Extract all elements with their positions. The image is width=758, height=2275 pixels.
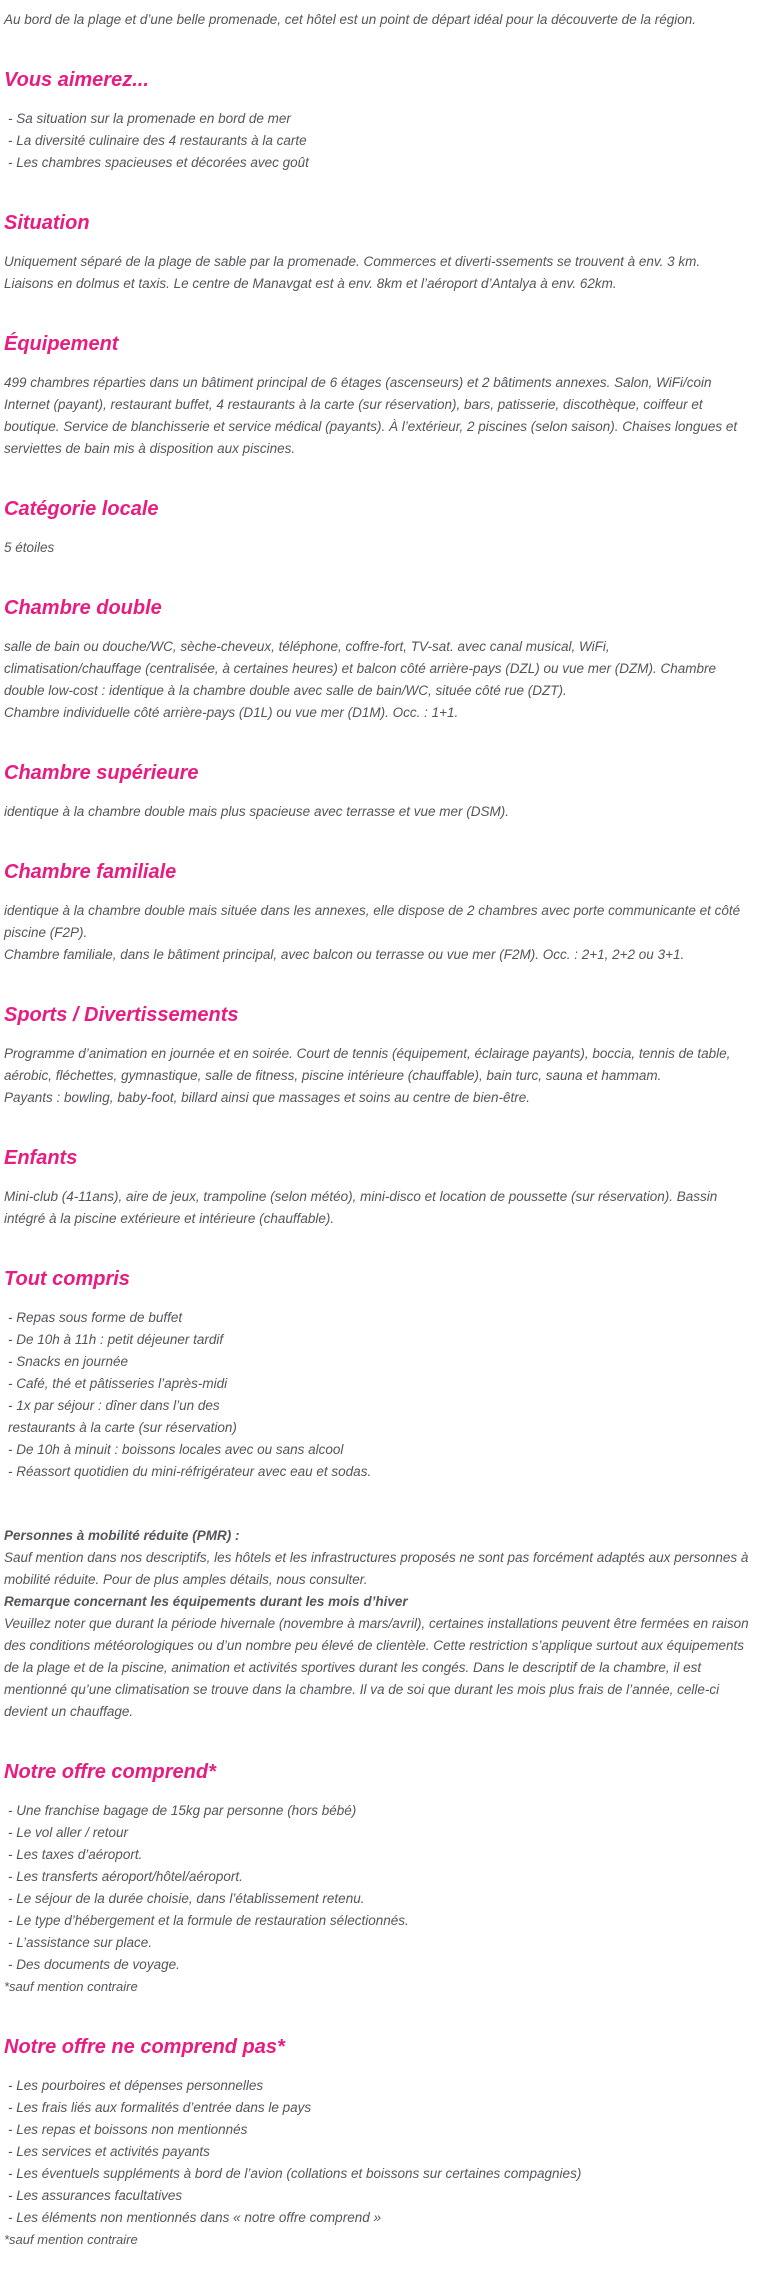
paragraph: identique à la chambre double mais située dans les annexes, elle dispose de 2 chambres avec porte communicante et côté piscine (F2P).	[4, 903, 741, 940]
list-item: - Les éventuels suppléments à bord de l’avion (collations et boissons sur certaines compagnies)	[8, 2166, 582, 2181]
section-sports-divertissements	[4, 1002, 750, 1109]
offre-comprend-list	[4, 1800, 750, 1976]
paragraph: identique à la chambre double mais plus spacieuse avec terrasse et vue mer (DSM).	[4, 804, 509, 819]
section-title-chambre-superieure: Chambre supérieure	[4, 762, 199, 784]
paragraph: Chambre familiale, dans le bâtiment principal, avec balcon ou terrasse ou vue mer (F2M). Occ. : 2+1, 2+2 ou 3+1.	[4, 947, 685, 962]
section-title-chambre-familiale: Chambre familiale	[4, 861, 177, 883]
list-item: - Le vol aller / retour	[8, 1825, 129, 1840]
list-item: - Les chambres spacieuses et décorées avec goût	[8, 155, 309, 170]
list-item-continuation: restaurants à la carte (sur réservation)	[8, 1420, 237, 1435]
list-item: - 1x par séjour : dîner dans l’un des	[8, 1398, 220, 1413]
section-title-tout-compris: Tout compris	[4, 1268, 130, 1290]
notes-block	[4, 1525, 750, 1723]
list-item: - De 10h à 11h : petit déjeuner tardif	[8, 1332, 224, 1347]
footnote: *sauf mention contraire	[4, 2232, 138, 2247]
section-title-categorie-locale: Catégorie locale	[4, 498, 159, 520]
paragraph: Programme d’animation en journée et en soirée. Court de tennis (équipement, éclairage payants), boccia, tennis de table, aérobic, fléchettes, gymnastique, salle de fitness, piscine intérieure (chauffable), bain turc, sauna et hammam.	[4, 1046, 731, 1083]
section-chambre-superieure	[4, 760, 750, 823]
list-item: - Les taxes d’aéroport.	[8, 1847, 143, 1862]
section-offre-comprend	[4, 1759, 750, 1998]
list-item: - La diversité culinaire des 4 restaurants à la carte	[8, 133, 307, 148]
list-item: - Repas sous forme de buffet	[8, 1310, 183, 1325]
list-item: - Les transferts aéroport/hôtel/aéroport.	[8, 1869, 243, 1884]
list-item: - Les assurances facultatives	[8, 2188, 183, 2203]
list-item: - Les éléments non mentionnés dans « notre offre comprend »	[8, 2210, 381, 2225]
section-title-situation: Situation	[4, 212, 90, 234]
list-item: - Café, thé et pâtisseries l’après-midi	[8, 1376, 228, 1391]
pmr-note-body: Sauf mention dans nos descriptifs, les hôtels et les infrastructures proposés ne sont pas forcément adaptés aux personnes à mobilité réduite. Pour de plus amples détails, nous consulter.	[4, 1550, 749, 1587]
section-vous-aimerez	[4, 67, 750, 174]
section-title-vous-aimerez: Vous aimerez...	[4, 69, 149, 91]
list-item: - Une franchise bagage de 15kg par personne (hors bébé)	[8, 1803, 357, 1818]
paragraph: 499 chambres réparties dans un bâtiment principal de 6 étages (ascenseurs) et 2 bâtiments annexes. Salon, WiFi/coin Internet (payant), restaurant buffet, 4 restaurants à la carte (sur réservation), bars, patisserie, discothèque, coiffeur et boutique. Service de blanchisserie et service médical (payants). À l’extérieur, 2 piscines (selon saison). Chaises longues et serviettes de bain mis à disposition aux piscines.	[4, 375, 738, 456]
section-categorie-locale	[4, 496, 750, 559]
list-item: - Les repas et boissons non mentionnés	[8, 2122, 248, 2137]
list-item: - Le type d’hébergement et la formule de restauration sélectionnés.	[8, 1913, 409, 1928]
section-situation	[4, 210, 750, 295]
footnote: *sauf mention contraire	[4, 1979, 138, 1994]
section-offre-ne-comprend-pas	[4, 2034, 750, 2251]
paragraph: Payants : bowling, baby-foot, billard ainsi que massages et soins au centre de bien-être.	[4, 1090, 531, 1105]
section-title-offre-comprend: Notre offre comprend*	[4, 1761, 216, 1783]
list-item: - Les services et activités payants	[8, 2144, 210, 2159]
intro-paragraph: Au bord de la plage et d’une belle promenade, cet hôtel est un point de départ idéal pour la découverte de la région.	[4, 12, 696, 27]
section-enfants	[4, 1145, 750, 1230]
vous-aimerez-list	[4, 108, 750, 174]
section-chambre-double	[4, 595, 750, 724]
section-tout-compris	[4, 1266, 750, 1483]
paragraph: Uniquement séparé de la plage de sable par la promenade. Commerces et diverti-ssements se trouvent à env. 3 km.	[4, 254, 701, 269]
list-item: - Le séjour de la durée choisie, dans l’établissement retenu.	[8, 1891, 365, 1906]
section-chambre-familiale	[4, 859, 750, 966]
pmr-note-title: Personnes à mobilité réduite (PMR) :	[4, 1528, 240, 1543]
paragraph: Mini-club (4-11ans), aire de jeux, trampoline (selon météo), mini-disco et location de poussette (sur réservation). Bassin intégré à la piscine extérieure et intérieure (chauffable).	[4, 1189, 718, 1226]
list-item: - Sa situation sur la promenade en bord de mer	[8, 111, 291, 126]
list-item: - De 10h à minuit : boissons locales avec ou sans alcool	[8, 1442, 344, 1457]
offre-ne-comprend-pas-list	[4, 2075, 750, 2229]
paragraph: salle de bain ou douche/WC, sèche-cheveux, téléphone, coffre-fort, TV-sat. avec canal musical, WiFi, climatisation/chauffage (centralisée, à certaines heures) et balcon côté arrière-pays (DZL) ou vue mer (DZM). Chambre double low-cost : identique à la chambre double avec salle de bain/WC, située côté rue (DZT).	[4, 639, 717, 698]
section-title-chambre-double: Chambre double	[4, 597, 162, 619]
section-equipement	[4, 331, 750, 460]
winter-note-title: Remarque concernant les équipements durant les mois d’hiver	[4, 1594, 408, 1609]
paragraph: Chambre individuelle côté arrière-pays (D1L) ou vue mer (D1M). Occ. : 1+1.	[4, 705, 459, 720]
section-title-equipement: Équipement	[4, 333, 119, 355]
paragraph: 5 étoiles	[4, 540, 55, 555]
list-item: - Des documents de voyage.	[8, 1957, 180, 1972]
list-item: - Les pourboires et dépenses personnelles	[8, 2078, 264, 2093]
section-title-enfants: Enfants	[4, 1147, 78, 1169]
list-item: - Réassort quotidien du mini-réfrigérateur avec eau et sodas.	[8, 1464, 372, 1479]
paragraph: Liaisons en dolmus et taxis. Le centre de Manavgat est à env. 8km et l’aéroport d’Antalya à env. 62km.	[4, 276, 617, 291]
list-item: - Les frais liés aux formalités d’entrée dans le pays	[8, 2100, 312, 2115]
list-item: - Snacks en journée	[8, 1354, 129, 1369]
section-title-sports-divertissements: Sports / Divertissements	[4, 1004, 239, 1026]
tout-compris-list	[4, 1307, 750, 1483]
section-title-offre-ne-comprend-pas: Notre offre ne comprend pas*	[4, 2036, 285, 2058]
winter-note-body: Veuillez noter que durant la période hivernale (novembre à mars/avril), certaines installations peuvent être fermées en raison des conditions météorologiques ou d’un nombre peu élevé de clientèle. Cette restriction s’applique surtout aux équipements de la plage et de la piscine, animation et activités sportives durant les congés. Dans le descriptif de la chambre, il est mentionné qu’une climatisation se trouve dans la chambre. Il va de soi que durant les mois plus frais de l’année, celle-ci devient un chauffage.	[4, 1616, 749, 1719]
list-item: - L’assistance sur place.	[8, 1935, 153, 1950]
